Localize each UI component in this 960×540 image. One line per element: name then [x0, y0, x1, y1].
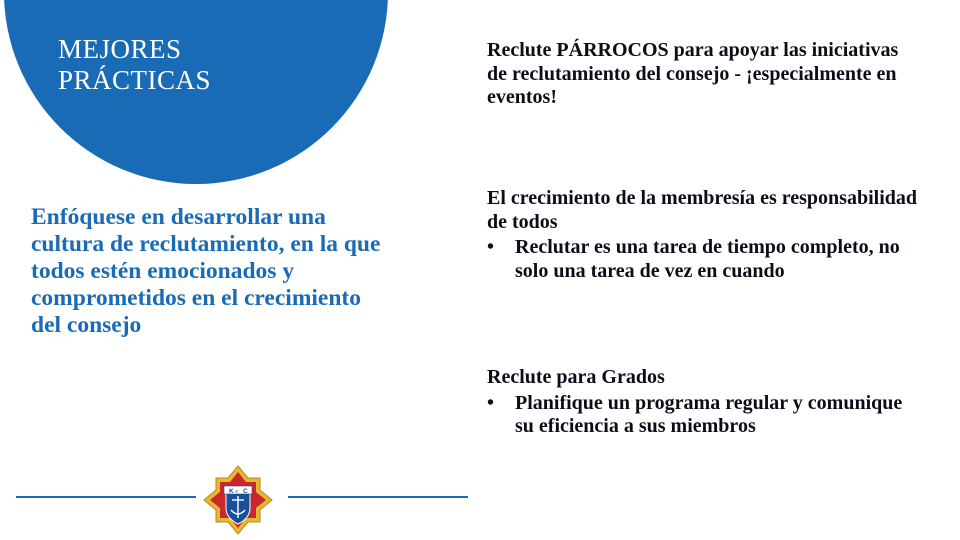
- knights-of-columbus-emblem-icon: [202, 464, 274, 536]
- emblem-letter-k: K: [229, 488, 234, 495]
- emblem-letter-c: C: [243, 488, 248, 495]
- practice-membership-bullet: [487, 236, 917, 283]
- page-title-line-1: MEJORES: [58, 34, 182, 64]
- divider-left: [16, 496, 196, 498]
- bullet-icon: •: [487, 236, 495, 258]
- practice-membership-heading: El crecimiento de la membresía es responsabilidad de todos: [487, 187, 917, 233]
- practice-membership: [487, 187, 917, 283]
- practice-degrees-heading: Reclute para Grados: [487, 366, 665, 388]
- bullet-text: Planifique un programa regular y comunique su eficiencia a sus miembros: [515, 391, 903, 437]
- bullet-icon: •: [487, 391, 495, 414]
- focus-statement: Enfóquese en desarrollar una cultura de reclutamiento, en la que todos estén emocionados y comprometidos en el crecimiento del consejo: [31, 204, 381, 338]
- practice-degrees: [487, 366, 917, 439]
- practice-parrocos: Reclute PÁRROCOS para apoyar las iniciativas de reclutamiento del consejo - ¡especialmente en eventos!: [487, 39, 899, 108]
- practice-degrees-bullet: [487, 392, 917, 439]
- page-title-line-2: PRÁCTICAS: [58, 65, 212, 95]
- page-title: [58, 34, 211, 96]
- divider-right: [288, 496, 468, 498]
- emblem-letter-of: of: [235, 488, 239, 494]
- bullet-text: Reclutar es una tarea de tiempo completo, no solo una tarea de vez en cuando: [515, 236, 900, 282]
